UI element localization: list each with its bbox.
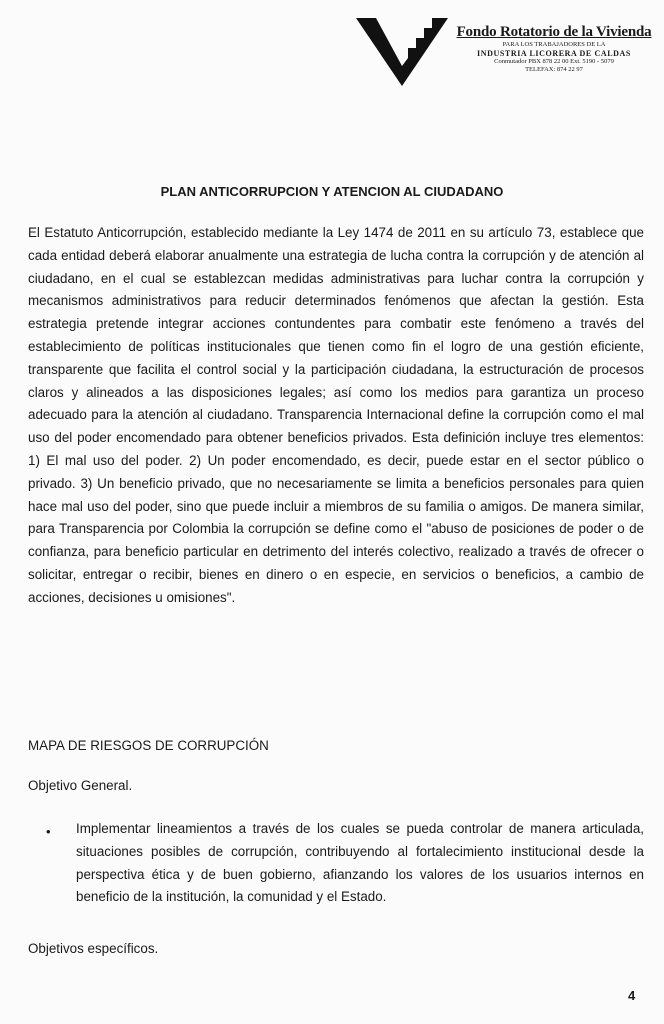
document-title: PLAN ANTICORRUPCION Y ATENCION AL CIUDADANO <box>160 184 504 199</box>
organization-logo <box>356 14 448 86</box>
organization-name: Fondo Rotatorio de la Vivienda <box>456 24 652 40</box>
page-number: 4 <box>628 988 636 1003</box>
organization-company: INDUSTRIA LICORERA DE CALDAS <box>477 49 631 58</box>
body-paragraph: El Estatuto Anticorrupción, establecido mediante la Ley 1474 de 2011 en su artículo 73, establece que cada entidad deberá elaborar anualmente una estrategia de lucha contra la corrupción y de atención al ciudadano, en el cual se establezcan medidas administrativas para luchar contra la corrupción y mecanismos administrativos para reducir determinados fenómenos que afectan la gestión. Esta estrategia pretende integrar acciones contundentes para combatir este fenómeno a través del establecimiento de políticas institucionales que tienen como fin el logro de una gestión eficiente, transparente que facilita el control social y la participación ciudadana, la estructuración de procesos claros y alineados a las disposiciones legales; así como los medios para garantiza un proceso adecuado para la atención al ciudadano. Transparencia Internacional define la corrupción como el mal uso del poder encomendado para obtener beneficios privados. Esta definición incluye tres elementos: 1) El mal uso del poder. 2) Un poder encomendado, es decir, puede estar en el sector público o privado. 3) Un beneficio privado, que no necesariamente se limita a beneficios personales para quien hace mal uso del poder, sino que puede incluir a miembros de su familia o amigos. De manera similar, para Transparencia por Colombia la corrupción se define como el "abuso de posiciones de poder o de confianza, para beneficio particular en detrimento del interés colectivo, realizado a través de ofrecer o solicitar, entregar o recibir, bienes en dinero o en especie, en servicios o beneficios, a cambio de acciones, decisiones u omisiones". <box>28 225 644 605</box>
organization-subtitle: PARA LOS TRABAJADORES DE LA <box>502 41 606 48</box>
objective-general-label: Objetivo General. <box>28 778 133 793</box>
bullet-item: Implementar lineamientos a través de los cuales se pueda controlar de manera articulada, situaciones posibles de corrupción, contribuyendo al fortalecimiento institucional desde la perspectiva ética y de buen gobierno, afianzando los valores de los usuarios internos en beneficio de la institución, la comunidad y el Estado. <box>76 821 644 905</box>
organization-header <box>446 24 662 74</box>
bullet-icon: • <box>46 824 51 839</box>
organization-telefax: TELEFAX: 874 22 97 <box>525 66 583 73</box>
organization-phone: Conmutador PBX 878 22 00 Ext. 5190 - 5079 <box>494 58 614 65</box>
section-heading: MAPA DE RIESGOS DE CORRUPCIÓN <box>28 738 269 753</box>
objectives-specific-label: Objetivos específicos. <box>28 941 159 956</box>
